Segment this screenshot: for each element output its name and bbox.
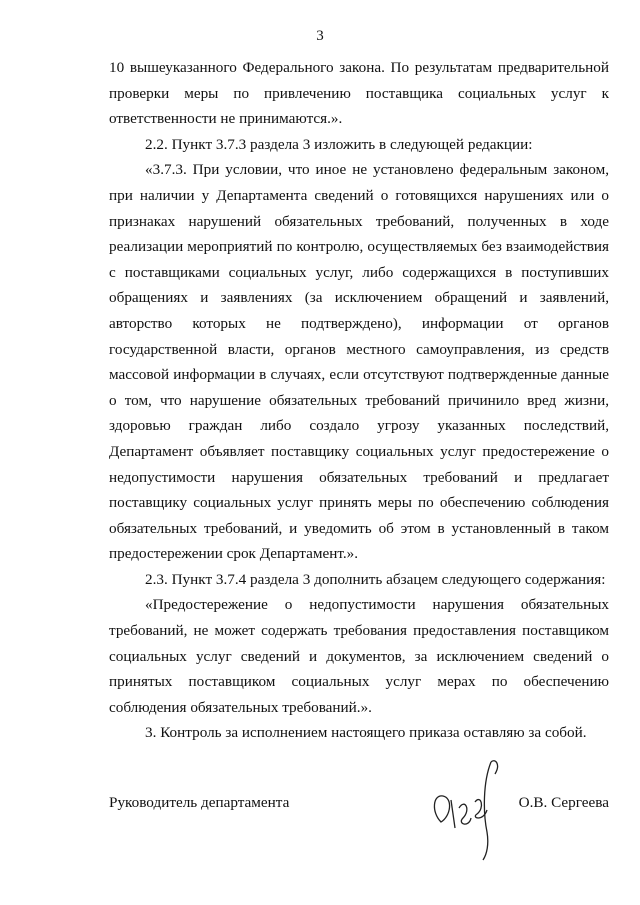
paragraph-3-7-3: «3.7.3. При условии, что иное не установлено федеральным законом, при наличии у Департамента сведений о готовящихся нарушениях или о признаках нарушений обязательных требований, полученных в ходе реализации мероприятий по контролю, осуществляемых без взаимодействия с поставщиками социальных услуг, либо содержащихся в поступивших обращениях и заявлениях (за исключением обращений и заявлений, авторство которых не подтверждено), информации от органов государственной власти, органов местного самоуправления, из средств массовой информации в случаях, если отсутствуют подтвержденные данные о том, что нарушение обязательных требований причинило вред жизни, здоровью граждан либо создало угрозу указанных последствий, Департамент объявляет поставщику социальных услуг предостережение о недопустимости нарушения обязательных требований и предлагает поставщику социальных услуг принять меры по обеспечению соблюдения обязательных требований, и уведомить об этом в установленный в таком предостережении срок Департамент.».	[109, 161, 609, 563]
signer-name: О.В. Сергеева	[518, 794, 609, 811]
handwritten-signature	[425, 752, 515, 862]
paragraph-continuation: 10 вышеуказанного Федерального закона. По результатам предварительной проверки меры по привлечению поставщика социальных услуг к ответственности не принимаются.».	[109, 59, 609, 128]
paragraph-2-2: 2.2. Пункт 3.7.3 раздела 3 изложить в следующей редакции:	[145, 135, 533, 153]
signer-title: Руководитель департамента	[109, 794, 290, 811]
paragraph-2-3: 2.3. Пункт 3.7.4 раздела 3 дополнить абзацем следующего содержания:	[145, 570, 606, 588]
document-body	[109, 55, 609, 746]
paragraph-3-control: 3. Контроль за исполнением настоящего приказа оставляю за собой.	[145, 724, 587, 742]
page-number: 3	[316, 28, 324, 44]
paragraph-warning-text: «Предостережение о недопустимости нарушения обязательных требований, не может содержать требования предоставления поставщиком социальных услуг сведений и документов, за исключением сведений о принятых поставщиком социальных услуг мерах по обеспечению соблюдения обязательных требований.».	[109, 596, 609, 716]
signature-block	[109, 794, 609, 818]
